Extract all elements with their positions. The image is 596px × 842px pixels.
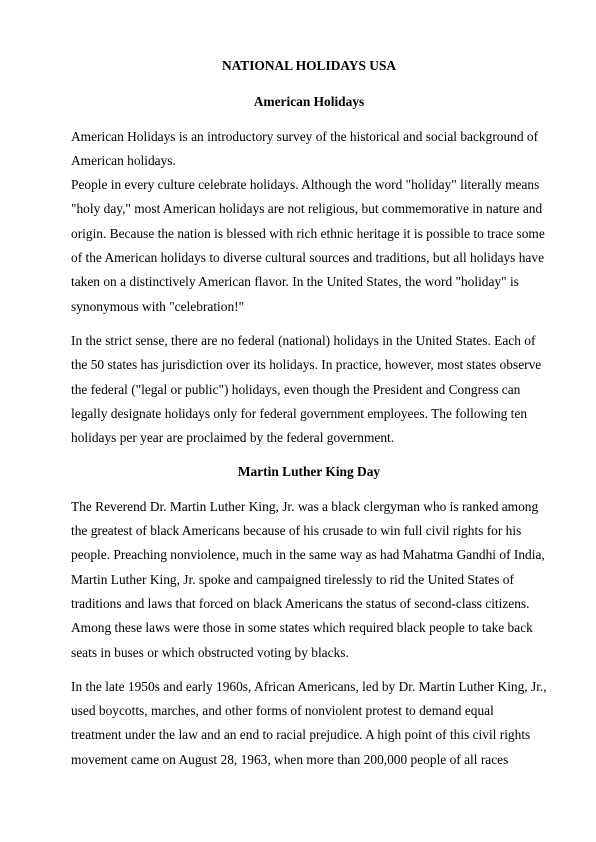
intro-paragraph: American Holidays is an introductory survey of the historical and social background of American holidays. <box>71 128 539 168</box>
intro-paragraph: In the strict sense, there are no federal (national) holidays in the United States. Each of the 50 states has jurisdiction over its holidays. In practice, however, most states observe the federal ("legal or public") holidays, even though the President and Congress can legally designate holidays only for federal government employees. The following ten holidays per year are proclaimed by the federal government. <box>71 332 542 446</box>
section-paragraph: The Reverend Dr. Martin Luther King, Jr. was a black clergyman who is ranked among the greatest of black Americans because of his crusade to win full civil rights for his people. Preaching nonviolence, much in the same way as had Mahatma Gandhi of India, Martin Luther King, Jr. spoke and campaigned tirelessly to rid the United States of traditions and laws that forced on black Americans the status of second-class citizens. Among these laws were those in some states which required black people to take back seats in buses or which obstructed voting by blacks. <box>71 498 545 660</box>
document-body <box>71 54 547 772</box>
section-heading: Martin Luther King Day <box>237 464 381 480</box>
document-title: NATIONAL HOLIDAYS USA <box>221 58 397 73</box>
intro-paragraph: People in every culture celebrate holidays. Although the word "holiday" literally means "holy day," most American holidays are not religious, but commemorative in nature and origin. Because the nation is blessed with rich ethnic heritage it is possible to trace some of the American holidays to diverse cultural sources and traditions, but all holidays have taken on a distinctively American flavor. In the United States, the word "holiday" is synonymous with "celebration!" <box>71 177 545 314</box>
document-subtitle: American Holidays <box>253 94 365 110</box>
section-paragraph: In the late 1950s and early 1960s, African Americans, led by Dr. Martin Luther King, Jr., used boycotts, marches, and other forms of nonviolent protest to demand equal treatment under the law and an end to racial prejudice. A high point of this civil rights movement came on August 28, 1963, when more than 200,000 people of all races <box>71 678 547 767</box>
